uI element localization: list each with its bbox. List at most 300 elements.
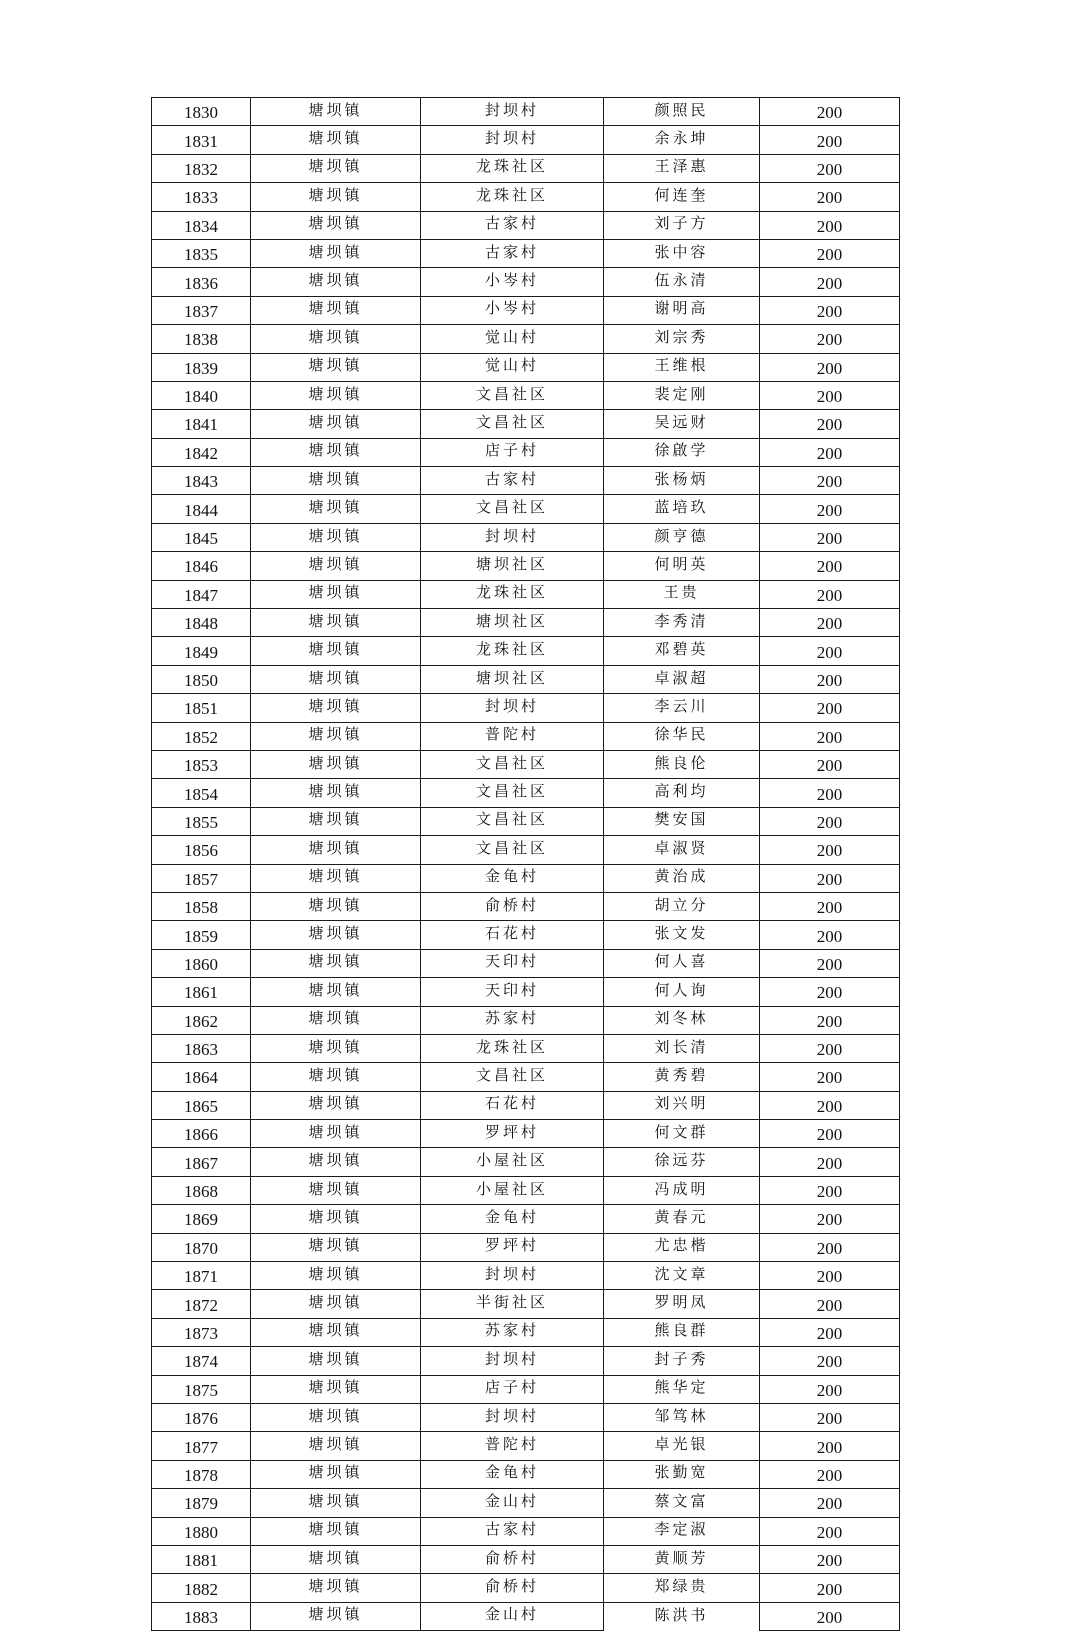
village-cell: 封坝村 (421, 694, 604, 722)
town-cell: 塘坝镇 (251, 1432, 421, 1460)
town-cell: 塘坝镇 (251, 1290, 421, 1318)
table-row (152, 1262, 900, 1290)
row-number-cell: 1880 (152, 1517, 251, 1545)
person-name-cell: 李定淑 (604, 1517, 760, 1545)
amount-cell: 200 (760, 154, 900, 182)
person-name-cell: 蔡文富 (604, 1489, 760, 1517)
amount-cell: 200 (760, 1091, 900, 1119)
amount-cell: 200 (760, 523, 900, 551)
table-row (152, 1063, 900, 1091)
village-cell: 文昌社区 (421, 836, 604, 864)
table-row (152, 154, 900, 182)
row-number-cell: 1869 (152, 1205, 251, 1233)
town-cell: 塘坝镇 (251, 1034, 421, 1062)
person-name-cell: 何人喜 (604, 949, 760, 977)
row-number-cell: 1860 (152, 949, 251, 977)
town-cell: 塘坝镇 (251, 523, 421, 551)
amount-cell: 200 (760, 609, 900, 637)
row-number-cell: 1861 (152, 978, 251, 1006)
town-cell: 塘坝镇 (251, 438, 421, 466)
amount-cell: 200 (760, 239, 900, 267)
amount-cell: 200 (760, 1063, 900, 1091)
village-cell: 苏家村 (421, 1006, 604, 1034)
town-cell: 塘坝镇 (251, 183, 421, 211)
row-number-cell: 1836 (152, 268, 251, 296)
town-cell: 塘坝镇 (251, 836, 421, 864)
town-cell: 塘坝镇 (251, 1091, 421, 1119)
town-cell: 塘坝镇 (251, 892, 421, 920)
person-name-cell: 王贵 (604, 580, 760, 608)
table-row (152, 637, 900, 665)
person-name-cell: 熊良群 (604, 1318, 760, 1346)
town-cell: 塘坝镇 (251, 296, 421, 324)
table-row (152, 836, 900, 864)
person-name-cell: 张杨炳 (604, 467, 760, 495)
village-cell: 罗坪村 (421, 1233, 604, 1261)
person-name-cell: 何文群 (604, 1120, 760, 1148)
amount-cell: 200 (760, 580, 900, 608)
row-number-cell: 1856 (152, 836, 251, 864)
village-cell: 龙珠社区 (421, 580, 604, 608)
village-cell: 金山村 (421, 1602, 604, 1630)
town-cell: 塘坝镇 (251, 1545, 421, 1573)
village-cell: 龙珠社区 (421, 637, 604, 665)
row-number-cell: 1845 (152, 523, 251, 551)
amount-cell: 200 (760, 98, 900, 126)
row-number-cell: 1867 (152, 1148, 251, 1176)
person-name-cell: 封子秀 (604, 1347, 760, 1375)
town-cell: 塘坝镇 (251, 694, 421, 722)
row-number-cell: 1834 (152, 211, 251, 239)
table-row (152, 353, 900, 381)
village-cell: 文昌社区 (421, 807, 604, 835)
roster-body (152, 98, 900, 1631)
town-cell: 塘坝镇 (251, 467, 421, 495)
town-cell: 塘坝镇 (251, 637, 421, 665)
village-cell: 封坝村 (421, 126, 604, 154)
person-name-cell: 伍永清 (604, 268, 760, 296)
town-cell: 塘坝镇 (251, 1489, 421, 1517)
village-cell: 俞桥村 (421, 892, 604, 920)
row-number-cell: 1865 (152, 1091, 251, 1119)
table-row (152, 1148, 900, 1176)
person-name-cell: 卓淑贤 (604, 836, 760, 864)
village-cell: 封坝村 (421, 1403, 604, 1431)
row-number-cell: 1844 (152, 495, 251, 523)
table-row (152, 1574, 900, 1602)
village-cell: 古家村 (421, 1517, 604, 1545)
table-row (152, 921, 900, 949)
amount-cell: 200 (760, 211, 900, 239)
table-row (152, 410, 900, 438)
person-name-cell: 卓光银 (604, 1432, 760, 1460)
row-number-cell: 1870 (152, 1233, 251, 1261)
row-number-cell: 1873 (152, 1318, 251, 1346)
amount-cell: 200 (760, 978, 900, 1006)
amount-cell: 200 (760, 1403, 900, 1431)
village-cell: 龙珠社区 (421, 1034, 604, 1062)
person-name-cell: 颜亨德 (604, 523, 760, 551)
amount-cell: 200 (760, 750, 900, 778)
row-number-cell: 1846 (152, 552, 251, 580)
town-cell: 塘坝镇 (251, 211, 421, 239)
person-name-cell: 刘冬林 (604, 1006, 760, 1034)
amount-cell: 200 (760, 807, 900, 835)
amount-cell: 200 (760, 1290, 900, 1318)
person-name-cell: 冯成明 (604, 1176, 760, 1204)
table-row (152, 1233, 900, 1261)
person-name-cell: 何连奎 (604, 183, 760, 211)
town-cell: 塘坝镇 (251, 495, 421, 523)
table-row (152, 1517, 900, 1545)
person-name-cell: 张勤宽 (604, 1460, 760, 1488)
village-cell: 觉山村 (421, 353, 604, 381)
village-cell: 塘坝社区 (421, 665, 604, 693)
village-cell: 古家村 (421, 211, 604, 239)
table-row (152, 467, 900, 495)
table-row (152, 523, 900, 551)
town-cell: 塘坝镇 (251, 410, 421, 438)
row-number-cell: 1839 (152, 353, 251, 381)
amount-cell: 200 (760, 1233, 900, 1261)
row-number-cell: 1883 (152, 1602, 251, 1630)
table-row (152, 779, 900, 807)
person-name-cell: 刘兴明 (604, 1091, 760, 1119)
table-row (152, 1347, 900, 1375)
amount-cell: 200 (760, 467, 900, 495)
table-row (152, 211, 900, 239)
amount-cell: 200 (760, 1034, 900, 1062)
table-row (152, 1489, 900, 1517)
table-row (152, 609, 900, 637)
table-row (152, 665, 900, 693)
person-name-cell: 吴远财 (604, 410, 760, 438)
person-name-cell: 刘宗秀 (604, 325, 760, 353)
row-number-cell: 1871 (152, 1262, 251, 1290)
village-cell: 天印村 (421, 949, 604, 977)
village-cell: 苏家村 (421, 1318, 604, 1346)
row-number-cell: 1838 (152, 325, 251, 353)
row-number-cell: 1850 (152, 665, 251, 693)
person-name-cell: 邓碧英 (604, 637, 760, 665)
row-number-cell: 1841 (152, 410, 251, 438)
town-cell: 塘坝镇 (251, 1233, 421, 1261)
town-cell: 塘坝镇 (251, 580, 421, 608)
row-number-cell: 1874 (152, 1347, 251, 1375)
amount-cell: 200 (760, 1574, 900, 1602)
village-cell: 文昌社区 (421, 381, 604, 409)
table-row (152, 98, 900, 126)
town-cell: 塘坝镇 (251, 1006, 421, 1034)
person-name-cell: 张文发 (604, 921, 760, 949)
village-cell: 小岑村 (421, 296, 604, 324)
person-name-cell: 尤忠楷 (604, 1233, 760, 1261)
table-row (152, 892, 900, 920)
amount-cell: 200 (760, 495, 900, 523)
amount-cell: 200 (760, 722, 900, 750)
row-number-cell: 1877 (152, 1432, 251, 1460)
town-cell: 塘坝镇 (251, 1148, 421, 1176)
person-name-cell: 颜照民 (604, 98, 760, 126)
row-number-cell: 1849 (152, 637, 251, 665)
table-row (152, 325, 900, 353)
table-row (152, 268, 900, 296)
town-cell: 塘坝镇 (251, 98, 421, 126)
person-name-cell: 蓝培玖 (604, 495, 760, 523)
row-number-cell: 1852 (152, 722, 251, 750)
town-cell: 塘坝镇 (251, 239, 421, 267)
amount-cell: 200 (760, 694, 900, 722)
person-name-cell: 李云川 (604, 694, 760, 722)
amount-cell: 200 (760, 921, 900, 949)
row-number-cell: 1851 (152, 694, 251, 722)
person-name-cell: 黄春元 (604, 1205, 760, 1233)
town-cell: 塘坝镇 (251, 1120, 421, 1148)
amount-cell: 200 (760, 949, 900, 977)
row-number-cell: 1868 (152, 1176, 251, 1204)
person-name-cell: 陈洪书 (604, 1602, 760, 1630)
table-row (152, 495, 900, 523)
person-name-cell: 黄秀碧 (604, 1063, 760, 1091)
amount-cell: 200 (760, 353, 900, 381)
person-name-cell: 高利均 (604, 779, 760, 807)
person-name-cell: 张中容 (604, 239, 760, 267)
table-row (152, 1545, 900, 1573)
row-number-cell: 1848 (152, 609, 251, 637)
row-number-cell: 1859 (152, 921, 251, 949)
town-cell: 塘坝镇 (251, 949, 421, 977)
row-number-cell: 1857 (152, 864, 251, 892)
amount-cell: 200 (760, 1148, 900, 1176)
amount-cell: 200 (760, 665, 900, 693)
table-row (152, 381, 900, 409)
row-number-cell: 1835 (152, 239, 251, 267)
town-cell: 塘坝镇 (251, 1063, 421, 1091)
row-number-cell: 1833 (152, 183, 251, 211)
row-number-cell: 1863 (152, 1034, 251, 1062)
person-name-cell: 余永坤 (604, 126, 760, 154)
row-number-cell: 1881 (152, 1545, 251, 1573)
town-cell: 塘坝镇 (251, 1205, 421, 1233)
amount-cell: 200 (760, 1460, 900, 1488)
amount-cell: 200 (760, 1602, 900, 1630)
village-cell: 金龟村 (421, 864, 604, 892)
amount-cell: 200 (760, 183, 900, 211)
town-cell: 塘坝镇 (251, 1347, 421, 1375)
table-row (152, 126, 900, 154)
person-name-cell: 熊良伦 (604, 750, 760, 778)
village-cell: 石花村 (421, 921, 604, 949)
village-cell: 小屋社区 (421, 1176, 604, 1204)
row-number-cell: 1882 (152, 1574, 251, 1602)
table-row (152, 978, 900, 1006)
village-cell: 俞桥村 (421, 1574, 604, 1602)
table-row (152, 1318, 900, 1346)
village-cell: 普陀村 (421, 722, 604, 750)
town-cell: 塘坝镇 (251, 1574, 421, 1602)
village-cell: 封坝村 (421, 98, 604, 126)
amount-cell: 200 (760, 1517, 900, 1545)
row-number-cell: 1830 (152, 98, 251, 126)
person-name-cell: 罗明凤 (604, 1290, 760, 1318)
village-cell: 古家村 (421, 239, 604, 267)
amount-cell: 200 (760, 1205, 900, 1233)
village-cell: 龙珠社区 (421, 154, 604, 182)
village-cell: 古家村 (421, 467, 604, 495)
amount-cell: 200 (760, 779, 900, 807)
person-name-cell: 王泽惠 (604, 154, 760, 182)
person-name-cell: 邹笃林 (604, 1403, 760, 1431)
table-row (152, 296, 900, 324)
row-number-cell: 1864 (152, 1063, 251, 1091)
row-number-cell: 1847 (152, 580, 251, 608)
amount-cell: 200 (760, 1262, 900, 1290)
row-number-cell: 1875 (152, 1375, 251, 1403)
table-row (152, 750, 900, 778)
town-cell: 塘坝镇 (251, 1460, 421, 1488)
town-cell: 塘坝镇 (251, 609, 421, 637)
amount-cell: 200 (760, 1176, 900, 1204)
village-cell: 半街社区 (421, 1290, 604, 1318)
village-cell: 文昌社区 (421, 1063, 604, 1091)
town-cell: 塘坝镇 (251, 552, 421, 580)
town-cell: 塘坝镇 (251, 154, 421, 182)
amount-cell: 200 (760, 1318, 900, 1346)
row-number-cell: 1879 (152, 1489, 251, 1517)
table-row (152, 1460, 900, 1488)
village-cell: 封坝村 (421, 1262, 604, 1290)
amount-cell: 200 (760, 1375, 900, 1403)
town-cell: 塘坝镇 (251, 268, 421, 296)
village-cell: 文昌社区 (421, 410, 604, 438)
town-cell: 塘坝镇 (251, 353, 421, 381)
amount-cell: 200 (760, 1545, 900, 1573)
village-cell: 觉山村 (421, 325, 604, 353)
row-number-cell: 1866 (152, 1120, 251, 1148)
village-cell: 普陀村 (421, 1432, 604, 1460)
row-number-cell: 1876 (152, 1403, 251, 1431)
row-number-cell: 1853 (152, 750, 251, 778)
village-cell: 罗坪村 (421, 1120, 604, 1148)
row-number-cell: 1878 (152, 1460, 251, 1488)
table-row (152, 183, 900, 211)
table-row (152, 1602, 900, 1630)
amount-cell: 200 (760, 1006, 900, 1034)
table-row (152, 722, 900, 750)
town-cell: 塘坝镇 (251, 1262, 421, 1290)
person-name-cell: 沈文章 (604, 1262, 760, 1290)
amount-cell: 200 (760, 325, 900, 353)
person-name-cell: 李秀清 (604, 609, 760, 637)
person-name-cell: 何明英 (604, 552, 760, 580)
town-cell: 塘坝镇 (251, 921, 421, 949)
person-name-cell: 徐啟学 (604, 438, 760, 466)
town-cell: 塘坝镇 (251, 1403, 421, 1431)
town-cell: 塘坝镇 (251, 381, 421, 409)
village-cell: 金山村 (421, 1489, 604, 1517)
village-cell: 店子村 (421, 438, 604, 466)
town-cell: 塘坝镇 (251, 1375, 421, 1403)
person-name-cell: 刘长清 (604, 1034, 760, 1062)
table-row (152, 438, 900, 466)
row-number-cell: 1855 (152, 807, 251, 835)
amount-cell: 200 (760, 410, 900, 438)
village-cell: 文昌社区 (421, 779, 604, 807)
town-cell: 塘坝镇 (251, 978, 421, 1006)
amount-cell: 200 (760, 864, 900, 892)
village-cell: 石花村 (421, 1091, 604, 1119)
table-row (152, 1176, 900, 1204)
amount-cell: 200 (760, 1120, 900, 1148)
table-row (152, 1375, 900, 1403)
table-row (152, 1290, 900, 1318)
person-name-cell: 王维根 (604, 353, 760, 381)
table-row (152, 694, 900, 722)
table-row (152, 552, 900, 580)
person-name-cell: 徐华民 (604, 722, 760, 750)
village-cell: 封坝村 (421, 1347, 604, 1375)
person-name-cell: 何人询 (604, 978, 760, 1006)
subsidy-roster-table (151, 97, 900, 1631)
row-number-cell: 1843 (152, 467, 251, 495)
amount-cell: 200 (760, 892, 900, 920)
person-name-cell: 郑绿贵 (604, 1574, 760, 1602)
village-cell: 文昌社区 (421, 495, 604, 523)
town-cell: 塘坝镇 (251, 325, 421, 353)
table-row (152, 864, 900, 892)
village-cell: 金龟村 (421, 1205, 604, 1233)
amount-cell: 200 (760, 438, 900, 466)
row-number-cell: 1854 (152, 779, 251, 807)
town-cell: 塘坝镇 (251, 807, 421, 835)
person-name-cell: 熊华定 (604, 1375, 760, 1403)
amount-cell: 200 (760, 296, 900, 324)
amount-cell: 200 (760, 836, 900, 864)
table-row (152, 807, 900, 835)
town-cell: 塘坝镇 (251, 779, 421, 807)
amount-cell: 200 (760, 1489, 900, 1517)
amount-cell: 200 (760, 381, 900, 409)
person-name-cell: 刘子方 (604, 211, 760, 239)
table-row (152, 1432, 900, 1460)
table-row (152, 239, 900, 267)
table-row (152, 1091, 900, 1119)
row-number-cell: 1831 (152, 126, 251, 154)
town-cell: 塘坝镇 (251, 1318, 421, 1346)
village-cell: 俞桥村 (421, 1545, 604, 1573)
amount-cell: 200 (760, 1432, 900, 1460)
row-number-cell: 1832 (152, 154, 251, 182)
town-cell: 塘坝镇 (251, 864, 421, 892)
table-row (152, 1034, 900, 1062)
row-number-cell: 1862 (152, 1006, 251, 1034)
table-row (152, 1006, 900, 1034)
row-number-cell: 1872 (152, 1290, 251, 1318)
row-number-cell: 1840 (152, 381, 251, 409)
person-name-cell: 谢明高 (604, 296, 760, 324)
row-number-cell: 1858 (152, 892, 251, 920)
village-cell: 小岑村 (421, 268, 604, 296)
person-name-cell: 黄顺芳 (604, 1545, 760, 1573)
person-name-cell: 樊安国 (604, 807, 760, 835)
person-name-cell: 裴定刚 (604, 381, 760, 409)
amount-cell: 200 (760, 552, 900, 580)
amount-cell: 200 (760, 1347, 900, 1375)
person-name-cell: 胡立分 (604, 892, 760, 920)
village-cell: 小屋社区 (421, 1148, 604, 1176)
village-cell: 塘坝社区 (421, 552, 604, 580)
amount-cell: 200 (760, 268, 900, 296)
